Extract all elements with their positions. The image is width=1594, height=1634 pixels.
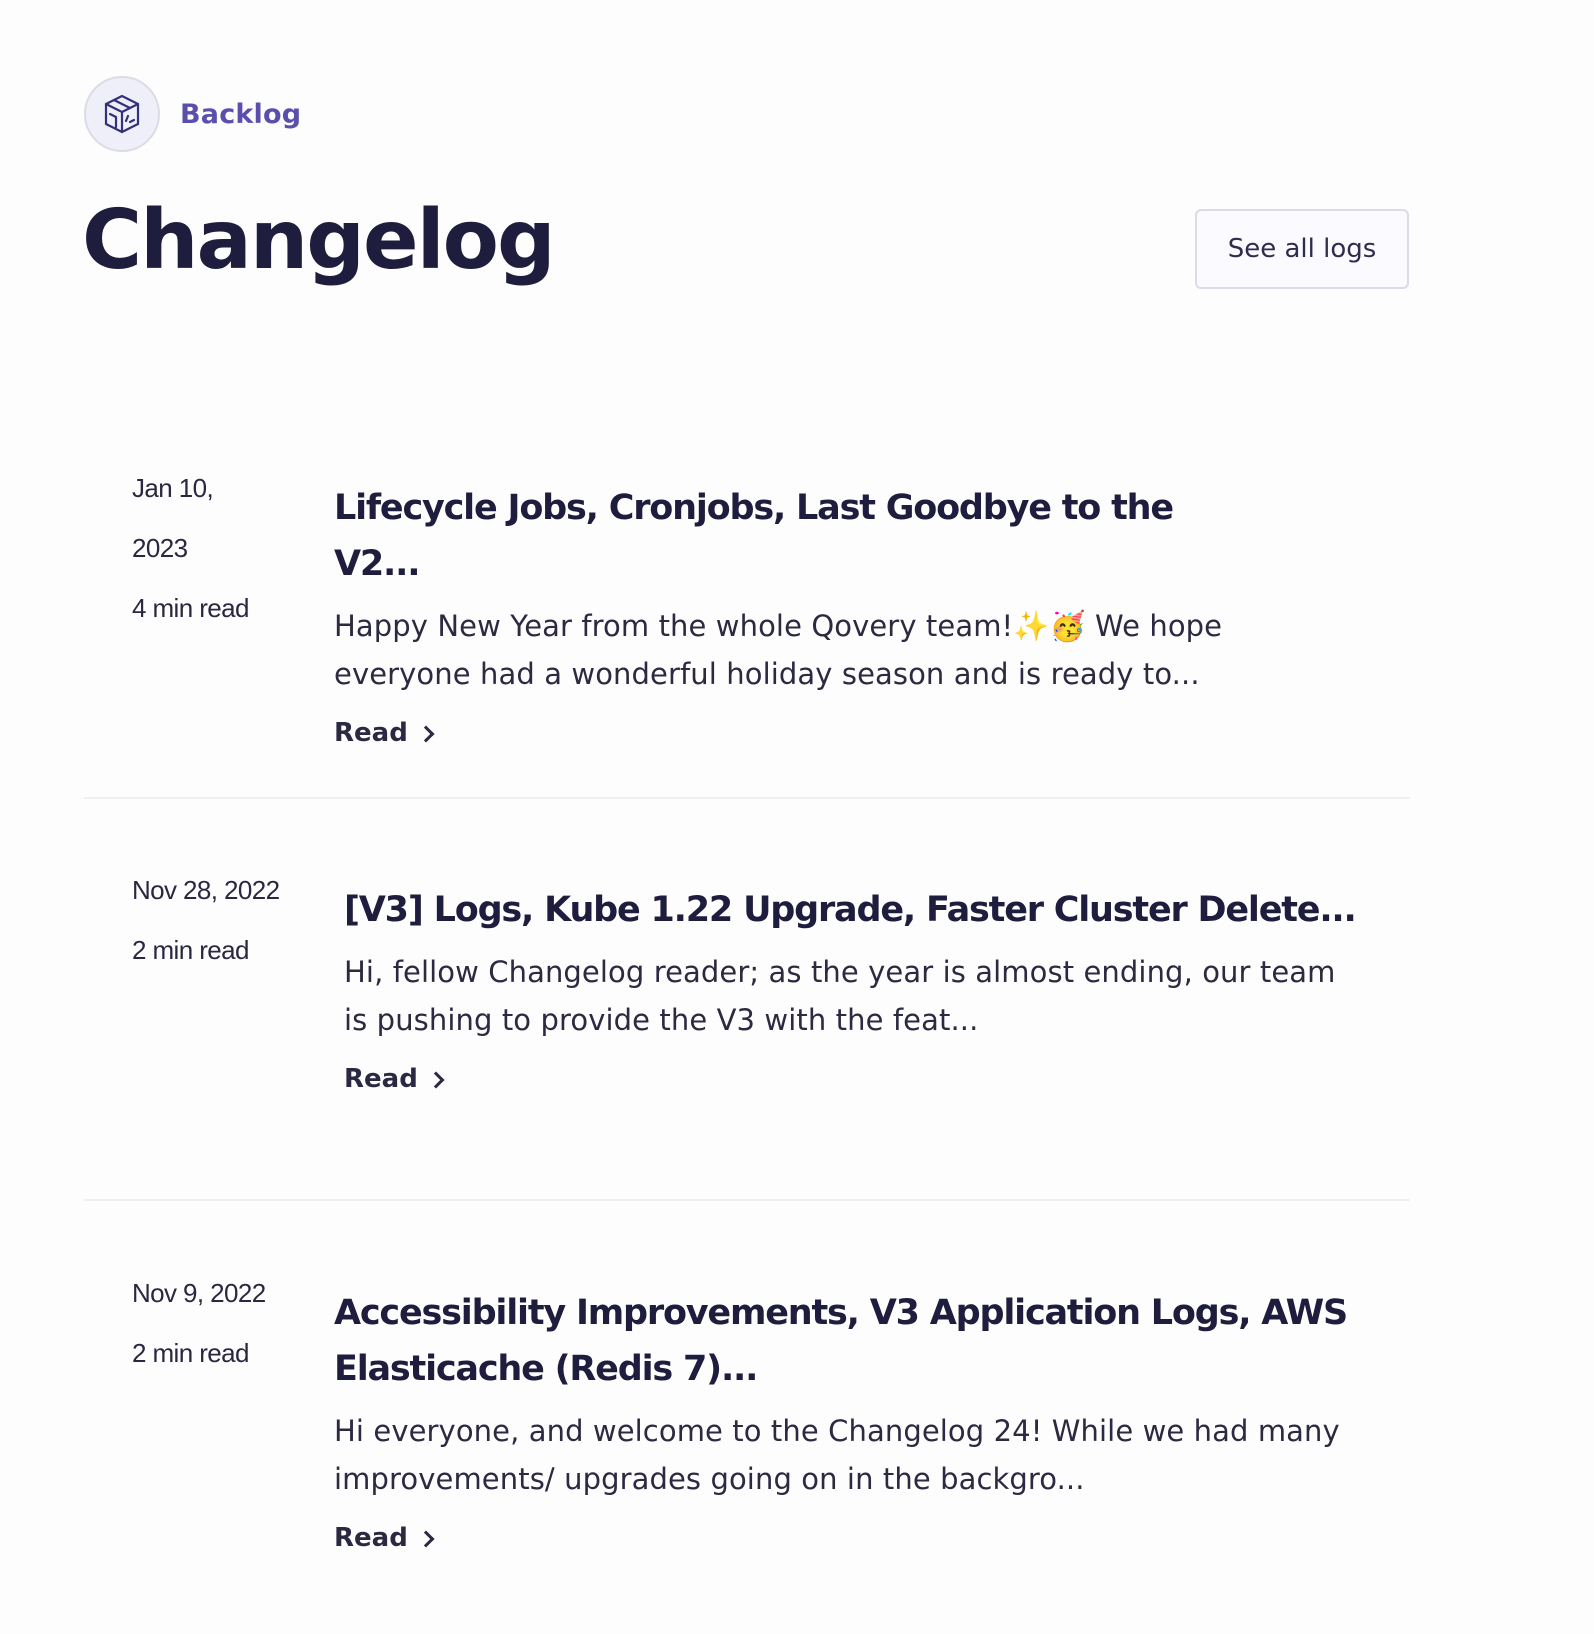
entry-date: Jan 10, [132, 473, 214, 503]
brand-name: Backlog [180, 98, 302, 130]
entry-excerpt: Hi, fellow Changelog reader; as the year is almost ending, our team is pushing to provide the V3 with the feat... [344, 955, 1336, 1037]
cube-box-icon [84, 76, 160, 152]
read-label: Read [344, 1064, 418, 1094]
entry-content [334, 480, 1254, 748]
divider [84, 1199, 1410, 1201]
entry-meta [132, 1263, 266, 1383]
changelog-entry [84, 860, 1410, 1110]
entry-read-time: 4 min read [132, 593, 249, 623]
read-link[interactable] [334, 718, 432, 748]
entry-excerpt: Hi everyone, and welcome to the Changelog 24! While we had many improvements/ upgrades going on in the backgro... [334, 1414, 1340, 1496]
chevron-right-icon [417, 1531, 434, 1548]
entry-content [334, 1285, 1354, 1553]
read-link[interactable] [344, 1064, 442, 1094]
entry-meta [132, 860, 279, 980]
entry-title[interactable]: Accessibility Improvements, V3 Application Logs, AWS Elasticache (Redis 7)... [334, 1293, 1348, 1389]
divider [84, 797, 1410, 799]
entry-meta [132, 458, 249, 638]
entry-title[interactable]: [V3] Logs, Kube 1.22 Upgrade, Faster Cluster Delete... [344, 890, 1356, 930]
entry-read-time: 2 min read [132, 935, 249, 965]
brand-link[interactable] [84, 76, 301, 152]
read-link[interactable] [334, 1523, 432, 1553]
read-label: Read [334, 1523, 408, 1553]
entry-read-time: 2 min read [132, 1338, 249, 1368]
changelog-entry [84, 458, 1410, 748]
read-label: Read [334, 718, 408, 748]
entry-content [344, 882, 1364, 1094]
chevron-right-icon [427, 1072, 444, 1089]
chevron-right-icon [417, 726, 434, 743]
page-title: Changelog [82, 193, 554, 288]
entry-excerpt: Happy New Year from the whole Qovery team!✨🥳 We hope everyone had a wonderful holiday season and is ready to... [334, 609, 1223, 691]
entry-title[interactable]: Lifecycle Jobs, Cronjobs, Last Goodbye to the V2... [334, 488, 1173, 584]
changelog-entry [84, 1263, 1410, 1593]
entry-date: Nov 28, 2022 [132, 875, 280, 905]
see-all-logs-button[interactable]: See all logs [1195, 209, 1409, 289]
entry-date: Nov 9, 2022 [132, 1278, 266, 1308]
entry-date-year: 2023 [132, 533, 188, 563]
